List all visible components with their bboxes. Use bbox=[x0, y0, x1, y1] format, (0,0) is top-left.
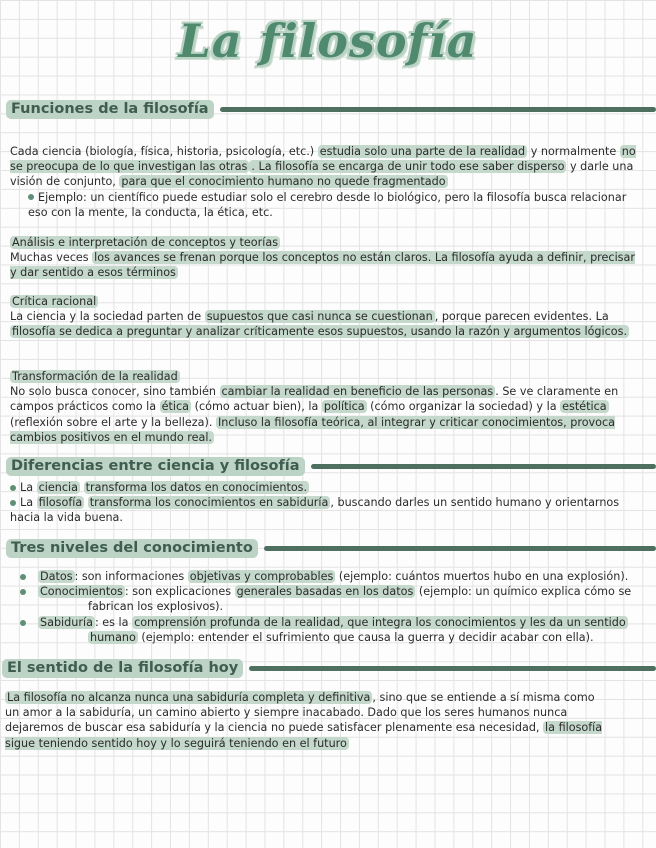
text: : es la bbox=[94, 615, 133, 629]
highlight: la filosofía sigue teniendo sentido hoy y lo seguirá teniendo en el futuro bbox=[5, 721, 603, 750]
highlight: humano bbox=[90, 630, 136, 644]
text: La ciencia y la sociedad parten de bbox=[10, 310, 205, 324]
section-heading-diferencias bbox=[6, 456, 656, 476]
section-title: Diferencias entre ciencia y filosofía bbox=[6, 457, 305, 476]
highlight: no se preocupa de lo que investigan las otras bbox=[10, 145, 636, 174]
highlight: ética bbox=[161, 400, 190, 414]
text: (ejemplo: un químico explica cómo se bbox=[415, 585, 632, 599]
bullet-icon bbox=[10, 485, 16, 491]
page-title: La filosofía bbox=[178, 14, 478, 68]
subheading: Crítica racional bbox=[12, 295, 97, 308]
text: (ejemplo: entender el sufrimiento que causa la guerra y decidir acabar con ella). bbox=[137, 630, 594, 644]
text: No solo busca conocer, sino también bbox=[10, 385, 220, 399]
bullet-icon bbox=[28, 194, 34, 200]
text: . Se ve claramente en campos prácticos como la bbox=[10, 385, 619, 414]
funciones-paragraph bbox=[10, 144, 636, 220]
section-title: El sentido de la filosofía hoy bbox=[2, 659, 243, 678]
section-divider bbox=[220, 107, 656, 112]
highlight: transforma los conocimientos en sabiduría bbox=[89, 496, 329, 510]
highlight: estética bbox=[562, 400, 607, 414]
section-divider bbox=[311, 464, 656, 469]
section-title: Tres niveles del conocimiento bbox=[6, 539, 258, 558]
text: fabrican los explosivos). bbox=[88, 600, 224, 614]
highlight: generales basadas en los datos bbox=[236, 585, 414, 599]
text: (cómo actuar bien), la bbox=[191, 400, 322, 414]
text: , sino que se entiende a sí misma como un amor a la sabiduría, un camino abierto y siempre inacabado. Dado que los seres humanos nunca dejaremos de buscar esa sabiduría y la ciencia no puede satisfacer plenamente esa necesidad, bbox=[5, 691, 595, 735]
subheading: Análisis e interpretación de conceptos y teorías bbox=[12, 236, 279, 249]
bullet-icon bbox=[20, 574, 26, 580]
bullet-icon bbox=[10, 500, 16, 506]
niveles-list bbox=[10, 569, 636, 645]
text: (cómo organizar la sociedad) y la bbox=[366, 400, 561, 414]
highlight: Incluso la filosofía teórica, al integrar y criticar conocimientos, provoca cambios positivos en el mundo real. bbox=[10, 415, 616, 444]
text: La bbox=[20, 496, 37, 510]
text: La bbox=[20, 481, 37, 494]
text: Muchas veces bbox=[10, 251, 93, 265]
highlight: Sabiduría bbox=[40, 615, 93, 629]
highlight: . La filosofía se encarga de unir todo ese saber disperso bbox=[251, 160, 565, 174]
highlight: transforma los datos en conocimientos. bbox=[85, 481, 308, 494]
text: y normalmente bbox=[527, 145, 620, 158]
text: (reflexión sobre el arte y la belleza). bbox=[10, 415, 216, 429]
highlight: filosofía se dedica a preguntar y analizar críticamente esos supuestos, usando la razón y argumentos lógicos. bbox=[12, 325, 628, 339]
highlight: cambiar la realidad en beneficio de las personas bbox=[221, 385, 494, 399]
highlight: supuestos que casi nunca se cuestionan bbox=[206, 310, 433, 324]
text: Cada ciencia (biología, física, historia, psicología, etc.) bbox=[10, 145, 318, 158]
text: : son explicaciones bbox=[124, 585, 235, 599]
example-text: Ejemplo: un científico puede estudiar solo el cerebro desde lo biológico, pero la filosofía busca relacionar eso con la mente, la conducta, la ética, etc. bbox=[28, 190, 627, 219]
highlight: Conocimientos bbox=[40, 585, 123, 599]
section-divider bbox=[249, 666, 656, 671]
diferencias-list bbox=[10, 480, 636, 526]
bullet-icon bbox=[20, 589, 26, 595]
text: y darle una visión de conjunto, bbox=[10, 160, 634, 189]
highlight: los avances se frenan porque los conceptos no están claros. La filosofía ayuda a definir, precisar y dar sentido a esos términos bbox=[10, 251, 635, 280]
highlight: estudia solo una parte de la realidad bbox=[319, 145, 526, 158]
text: , buscando darles un sentido humano y orientarnos hacia la vida buena. bbox=[10, 496, 620, 525]
highlight: filosofía bbox=[38, 496, 83, 510]
highlight: objetivas y comprobables bbox=[189, 570, 334, 583]
subheading: Transformación de la realidad bbox=[12, 370, 178, 383]
highlight: política bbox=[323, 400, 365, 414]
highlight: para que el conocimiento humano no quede fragmentado bbox=[121, 175, 446, 189]
text: , porque parecen evidentes. La bbox=[434, 310, 609, 324]
section-divider bbox=[264, 546, 656, 551]
highlight: comprensión profunda de la realidad, que integra los conocimientos y les da un sentido bbox=[134, 615, 626, 629]
section-heading-funciones bbox=[6, 99, 656, 119]
highlight: Datos bbox=[40, 570, 73, 583]
section-heading-niveles bbox=[6, 538, 656, 558]
highlight: La filosofía no alcanza nunca una sabiduría completa y definitiva bbox=[7, 691, 371, 704]
section-title: Funciones de la filosofía bbox=[6, 100, 214, 119]
sentido-paragraph bbox=[5, 690, 605, 751]
section-heading-sentido bbox=[2, 658, 656, 678]
text: : son informaciones bbox=[74, 570, 188, 583]
analisis-block bbox=[10, 235, 636, 281]
critica-block bbox=[10, 294, 636, 340]
bullet-icon bbox=[20, 620, 26, 626]
text: (ejemplo: cuántos muertos hubo en una explosión). bbox=[335, 570, 629, 583]
transformacion-block bbox=[10, 369, 636, 445]
highlight: ciencia bbox=[38, 481, 79, 494]
